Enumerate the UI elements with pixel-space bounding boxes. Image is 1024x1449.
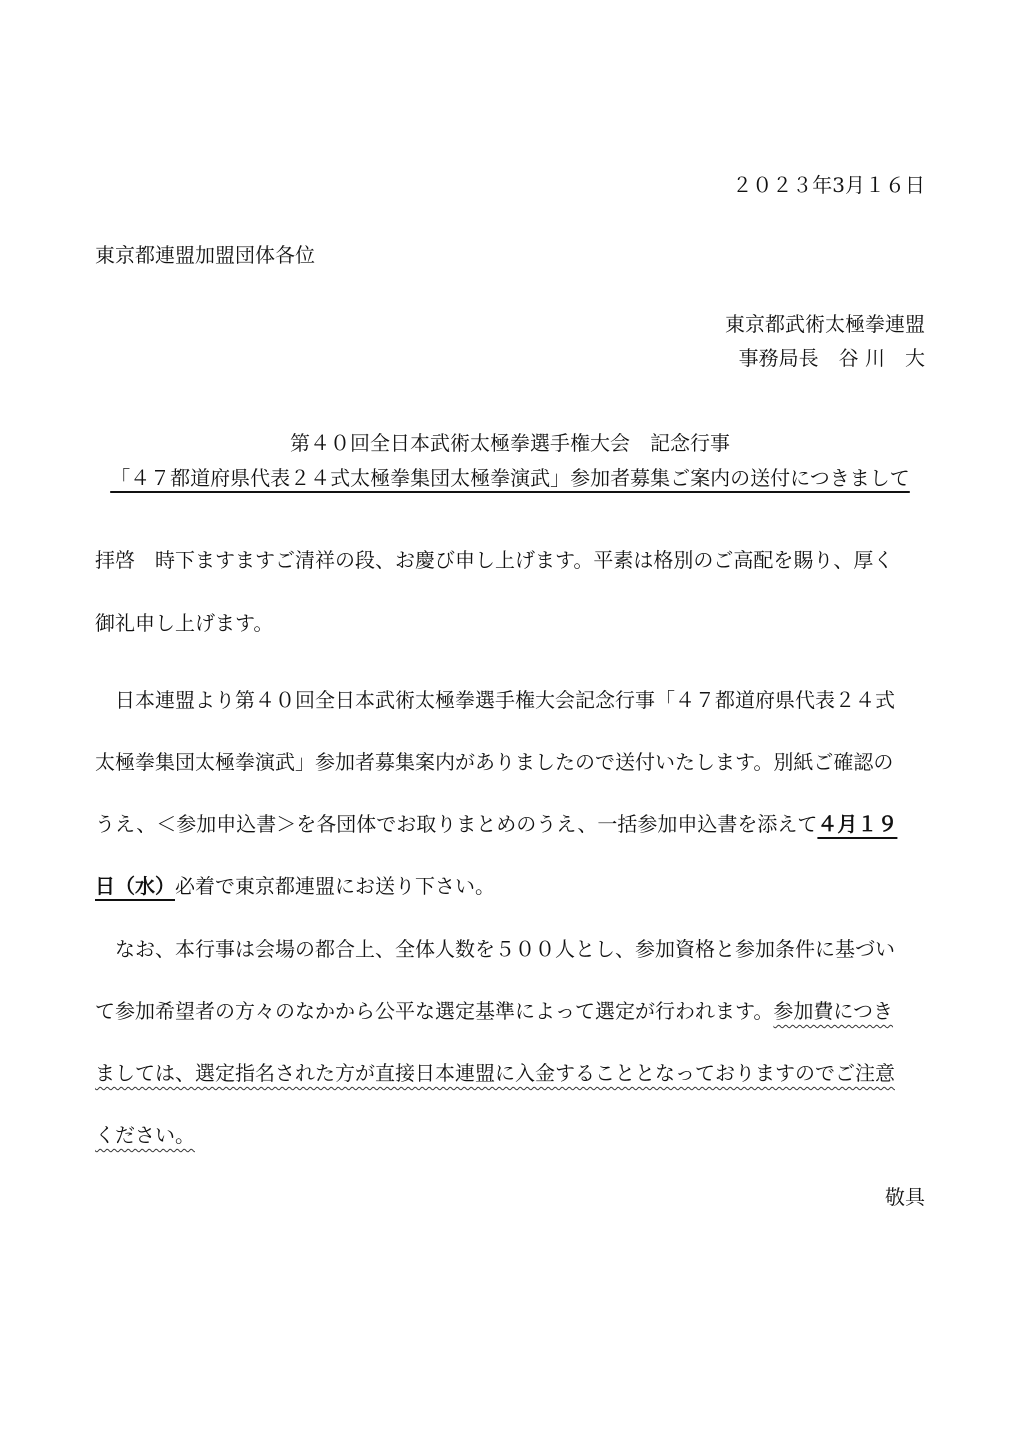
deadline-date-part-1: ４月１９ xyxy=(817,812,898,836)
fee-notice-middle: ましては、選定指名された方が直接日本連盟に入金することとなっておりますのでご注意 xyxy=(95,1061,895,1085)
paragraph-2-line-4 xyxy=(95,1121,925,1149)
title-line-2: 「４７都道府県代表２４式太極拳集団太極拳演武」参加者募集ご案内の送付につきまして xyxy=(110,466,910,490)
paragraph-1-line-4 xyxy=(95,872,925,900)
sender-person: 事務局長 谷 川 大 xyxy=(738,346,925,370)
greeting-line-2: 御礼申し上げます。 xyxy=(95,611,274,635)
deadline-date-part-2: 日（水） xyxy=(95,874,175,898)
document-date: ２０２３年3月１６日 xyxy=(732,173,925,197)
title-line-2-wrap xyxy=(95,464,925,492)
greeting-line-1: 拝啓 時下ますますご清祥の段、お慶び申し上げます。平素は格別のご高配を賜り、厚く xyxy=(95,548,894,572)
fee-notice-end: ください。 xyxy=(95,1123,195,1147)
paragraph-1-line-2: 太極拳集団太極拳演武」参加者募集案内がありましたので送付いたします。別紙ご確認の xyxy=(95,750,894,774)
paragraph-1-line-3-text: うえ、＜参加申込書＞を各団体でお取りまとめのうえ、一括参加申込書を添えて xyxy=(95,812,818,836)
paragraph-1-line-1: 日本連盟より第４０回全日本武術太極拳選手権大会記念行事「４７都道府県代表２４式 xyxy=(115,688,895,712)
paragraph-1-line-4-text: 必着で東京都連盟にお送り下さい。 xyxy=(175,874,495,898)
closing: 敬具 xyxy=(885,1185,925,1209)
title-line-1: 第４０回全日本武術太極拳選手権大会 記念行事 xyxy=(290,431,730,455)
paragraph-2-line-2 xyxy=(95,997,925,1025)
sender-organization: 東京都武術太極拳連盟 xyxy=(725,312,925,336)
fee-notice-start: 参加費につき xyxy=(773,999,894,1023)
paragraph-2-line-1: なお、本行事は会場の都合上、全体人数を５００人とし、参加資格と参加条件に基づい xyxy=(115,937,895,961)
recipient: 東京都連盟加盟団体各位 xyxy=(95,243,315,267)
paragraph-2-line-3 xyxy=(95,1059,925,1087)
paragraph-1-line-3 xyxy=(95,810,925,838)
paragraph-2-line-2-text: て参加希望者の方々のなかから公平な選定基準によって選定が行われます。 xyxy=(95,999,774,1023)
